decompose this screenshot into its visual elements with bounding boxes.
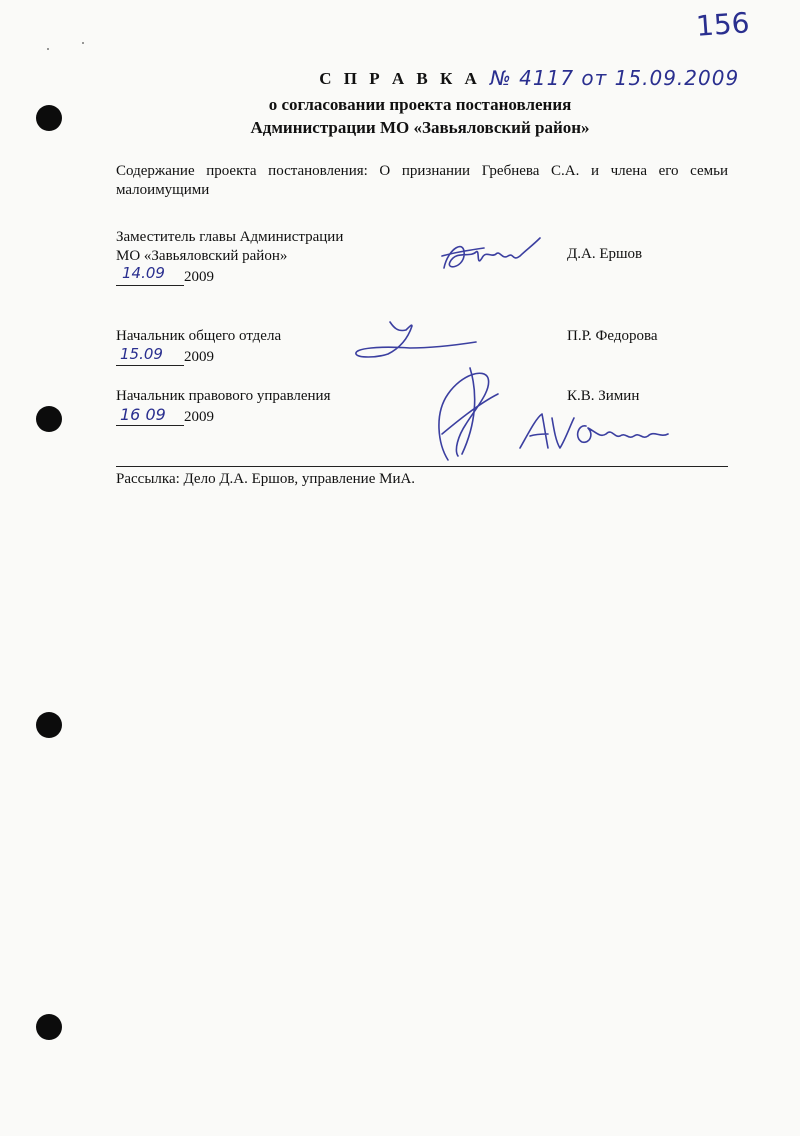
title-text: С П Р А В К А [319,69,481,88]
approver-2-name: П.Р. Федорова [567,328,658,344]
subtitle-line-1: о согласовании проекта постановления [268,95,572,114]
approver-2-position: Начальник общего отдела [116,328,282,344]
approver-1-position-line1: Заместитель главы Администрации [116,229,344,245]
distribution-list: Рассылка: Дело Д.А. Ершов, управление МиА. [116,471,416,487]
approver-3-signature [418,364,508,464]
handwritten-registration: № 4117 от 15.09.2009 [490,66,740,90]
approver-2-date-line [116,365,184,366]
approver-1-signature [436,228,546,278]
approver-3-handwritten-date: 16 09 [120,405,166,424]
speck [47,48,49,50]
speck [82,42,84,44]
approver-2-year: 2009 [184,349,214,365]
approver-1-date-line [116,285,184,286]
subtitle-line-2: Администрации МО «Завьяловский район» [250,118,590,137]
approver-1-year: 2009 [184,269,214,285]
approver-2-signature [350,318,480,368]
approver-1-handwritten-date: 14.09 [122,264,165,282]
distribution-divider [116,466,728,467]
additional-signature [516,408,676,454]
approver-1-name: Д.А. Ершов [567,246,643,262]
content-paragraph: Содержание проекта постановления: О признании Гребнева С.А. и члена его семьи малоимущими [116,163,728,198]
handwritten-page-number: 156 [694,6,751,43]
approver-2-handwritten-date: 15.09 [120,345,163,363]
approver-3-date-line [116,425,184,426]
approver-3-name: К.В. Зимин [567,388,640,404]
approver-3-year: 2009 [184,409,214,425]
punch-hole-3 [36,712,62,738]
punch-hole-2 [36,406,62,432]
approver-3-position: Начальник правового управления [116,388,331,404]
approver-1-position-line2: МО «Завьяловский район» [116,248,288,264]
punch-hole-4 [36,1014,62,1040]
